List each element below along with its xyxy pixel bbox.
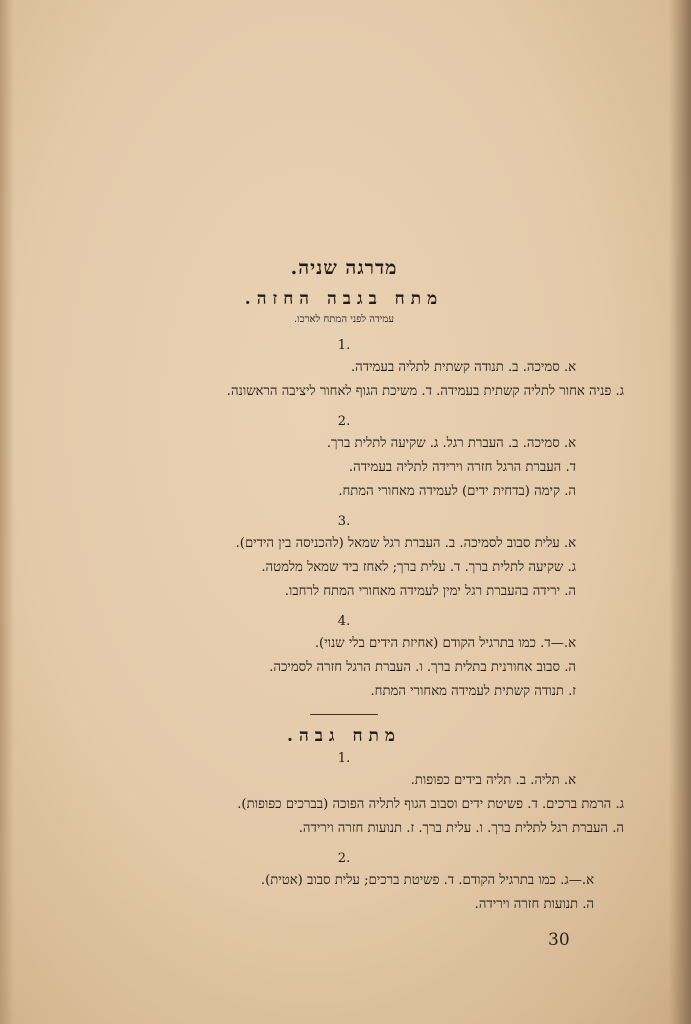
section2-exercise-1 <box>64 749 624 841</box>
section1-title: מתח בגבה החזה. <box>244 289 444 309</box>
exercise-line: ז. תנודה קשתית לעמידה מאחורי המתח. <box>370 684 576 699</box>
section1-exercise-4 <box>64 612 624 704</box>
exercise-line: ג. שקיעה לתלית ברך. ד. עלית ברך; לאחז ביד שמאל מלמטה. <box>261 560 576 575</box>
page-content <box>64 250 624 917</box>
exercise-line: ג. הרמת ברכים. ד. פשיטת ידים וסבוב הגוף לתליה הפוכה (בברכים כפופות). <box>237 797 624 812</box>
page-right-shadow <box>669 0 691 1024</box>
level-title: מדרגה שניה. <box>290 257 398 279</box>
exercise-line: ה. ירידה בהעברת רגל ימין לעמידה מאחורי המתח לרחבו. <box>284 584 576 599</box>
section1-exercise-1 <box>64 336 624 404</box>
exercise-line: א. תליה. ב. תליה בידים כפופות. <box>410 773 576 788</box>
exercise-line: א.—ג. כמו בתרגיל הקודם. ד. פשיטת ברכים; עלית סבוב (אטית). <box>260 873 594 888</box>
exercise-line: ה. קימה (בדחית ידים) לעמידה מאחורי המתח. <box>338 484 576 499</box>
exercise-line: א. סמיכה. ב. העברת רגל. ג. שקיעה לתלית ברך. <box>326 436 576 451</box>
exercise-number: 1. <box>337 751 351 766</box>
section1-note: עמידה לפני המתח לארכו. <box>293 314 394 325</box>
exercise-number: 2. <box>337 851 351 866</box>
page-left-shadow <box>0 0 14 1024</box>
exercise-line: א. עלית סבוב לסמיכה. ב. העברת רגל שמאל (להכניסה בין הידים). <box>235 536 576 551</box>
exercise-line: ד. העברת הרגל חזרה וירידה לתליה בעמידה. <box>348 460 576 475</box>
exercise-line: א. סמיכה. ב. תנודה קשתית לתליה בעמידה. <box>350 360 576 375</box>
exercise-number: 4. <box>337 614 351 629</box>
exercise-number: 1. <box>337 338 351 353</box>
page-number: 30 <box>548 930 570 950</box>
exercise-line: ג. פניה אחור לתליה קשתית בעמידה. ד. משיכת הגוף לאחור ליציבה הראשונה. <box>226 384 624 399</box>
section-divider <box>310 714 378 715</box>
exercise-line: ה. תנועות חזרה וירידה. <box>474 897 594 912</box>
section1-exercise-3 <box>64 512 624 604</box>
exercise-number: 2. <box>337 414 351 429</box>
exercise-line: ה. העברת רגל לתלית ברך. ו. עלית ברך. ז. תנועות חזרה וירידה. <box>298 821 624 836</box>
section2-exercise-2 <box>64 849 624 917</box>
section1-exercise-2 <box>64 412 624 504</box>
exercise-line: ה. סבוב אחורנית בתלית ברך. ו. העברת הרגל חזרה לסמיכה. <box>269 660 576 675</box>
exercise-number: 3. <box>337 514 351 529</box>
exercise-line: א.—ד. כמו בתרגיל הקודם (אחיזת הידים בלי שנוי). <box>314 636 576 651</box>
section2-title: מתח גבה. <box>287 726 401 746</box>
